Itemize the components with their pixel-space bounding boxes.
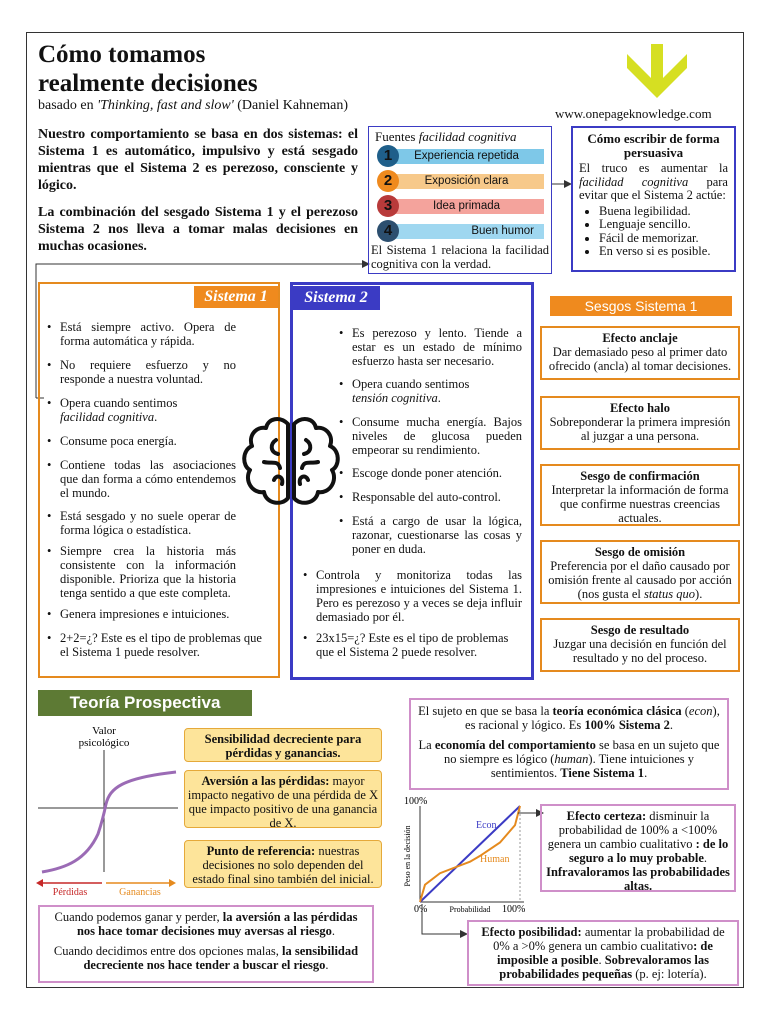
subtitle: basado en 'Thinking, fast and slow' (Daniel Kahneman) bbox=[38, 98, 349, 113]
efecto-posibilidad-box: Efecto posibilidad: aumentar la probabilidad de 0% a >0% genera un cambio cualitativo: de imposible a posible. Sobrevaloramos las probabilidades pequeñas (p. ej: lotería). bbox=[467, 920, 739, 986]
list-item: • Contiene todas las asociaciones que dan forma a cómo entendemos el mundo. bbox=[60, 458, 236, 500]
sesgo-card: Sesgo de resultado Juzgar una decisión en función del resultado y no del proceso. bbox=[540, 618, 740, 672]
sesgo-card: Sesgo de omisión Preferencia por el daño causado por omisión frente al causado por acción (nos gusta el status quo). bbox=[540, 540, 740, 604]
persuasiva-text: El truco es aumentar la facilidad cognitiva para evitar que el Sistema 2 actúe: bbox=[579, 161, 728, 202]
x-tick-min: 0% bbox=[414, 904, 428, 915]
list-item: • Está sesgado y no suele operar de forma lógica o estadística. bbox=[60, 509, 236, 537]
econ-box: El sujeto en que se basa la teoría económica clásica (econ), es racional y lógico. Es 100% Sistema 2. La economía del comportamiento se basa en un sujeto que no siempre es lógico (human). Tiene intuiciones y sentimientos. Tiene Sistema 1. bbox=[409, 698, 729, 790]
list-item: • Escoge donde poner atención. bbox=[352, 466, 522, 480]
referencia-note: Punto de referencia: nuestras decisiones no solo dependen del estado final sino también del inicial. bbox=[184, 840, 382, 888]
sistema2-label: Sistema 2 bbox=[292, 286, 380, 310]
arrow-to-persuasiva bbox=[552, 178, 572, 190]
efecto-certeza-box: Efecto certeza: disminuir la probabilidad de 100% a <100% genera un cambio cualitativo : de lo seguro a lo muy probable. Infravaloramos las probabilidades altas. bbox=[540, 804, 736, 892]
list-item: • 23x15=¿? Este es el tipo de problemas que el Sistema 2 puede resolver. bbox=[316, 631, 522, 659]
fuentes-facilidad-box bbox=[368, 126, 552, 274]
y-tick-max: 100% bbox=[404, 796, 428, 807]
fuente-item: Exposición clara 2 bbox=[377, 170, 547, 192]
x-tick-max: 100% bbox=[502, 904, 526, 915]
y-axis-label: Peso en la decisión bbox=[403, 825, 412, 887]
list-item: • Es perezoso y lento. Tiende a estar es un estado de mínimo esfuerzo hasta ser necesario. bbox=[352, 326, 522, 368]
teoria-label: Teoría Prospectiva bbox=[38, 690, 252, 716]
arrow-to-posibilidad bbox=[418, 900, 470, 940]
ganancias-label: Ganancias bbox=[119, 887, 161, 898]
k-logo-icon bbox=[622, 42, 692, 104]
fuentes-note: El Sistema 1 relaciona la facilidad cognitiva con la verdad. bbox=[371, 243, 549, 271]
sesgo-card: Efecto anclaje Dar demasiado peso al primer dato ofrecido (ancla) al tomar decisiones. bbox=[540, 326, 740, 380]
fuentes-title: Fuentes facilidad cognitiva bbox=[375, 129, 517, 144]
list-item: • Está siempre activo. Opera de forma automática y rápida. bbox=[60, 320, 236, 348]
sistema1-label: Sistema 1 bbox=[194, 286, 278, 308]
list-item: • Opera cuando sentimos tensión cognitiva. bbox=[352, 377, 522, 405]
persuasiva-item: • En verso si es posible. bbox=[599, 245, 728, 259]
persuasiva-box bbox=[571, 126, 736, 272]
persuasiva-title: Cómo escribir de forma persuasiva bbox=[587, 131, 720, 160]
list-item: • No requiere esfuerzo y no responde a nuestra voluntad. bbox=[60, 358, 236, 386]
x-axis-label: Probabilidad bbox=[449, 905, 491, 914]
list-item: • Está a cargo de usar la lógica, razonar, cuestionarse las cosas y poner en duda. bbox=[352, 514, 522, 556]
intro-text: Nuestro comportamiento se basa en dos sistemas: el Sistema 1 es automático, impulsivo y está sesgado mientras que el Sistema 2 es perezoso, consciente y lógico. La combinación del sesgado Sistema 1 y el perezoso Sistema 2 nos lleva a tomar malas decisiones en muchas ocasiones. bbox=[38, 127, 358, 254]
persuasiva-item: • Lenguaje sencillo. bbox=[599, 218, 728, 232]
list-item: • Consume poca energía. bbox=[60, 434, 236, 448]
value-ylabel-1: Valor bbox=[92, 725, 116, 737]
fuente-item: Idea primada 3 bbox=[377, 195, 547, 217]
value-ylabel-2: psicológico bbox=[78, 737, 130, 749]
sensibilidad-note: Sensibilidad decreciente para pérdidas y ganancias. bbox=[184, 728, 382, 762]
list-item: • 2+2=¿? Este es el tipo de problemas que el Sistema 1 puede resolver. bbox=[60, 631, 270, 659]
list-item: • Siempre crea la historia más consistente con la información disponible. Prioriza que la historia tenga sentido a que este completa. bbox=[60, 544, 236, 600]
fuente-item: Experiencia repetida 1 bbox=[377, 145, 547, 167]
sesgos-label: Sesgos Sistema 1 bbox=[550, 296, 732, 316]
series-label-econ: Econ bbox=[476, 820, 497, 831]
sesgo-card: Sesgo de confirmación Interpretar la información de forma que confirme nuestras creencias actuales. bbox=[540, 464, 740, 526]
list-item: • Controla y monitoriza todas las impresiones e intuiciones del Sistema 1. Pero es perezoso y a veces se deja influir demasiado por él. bbox=[316, 568, 522, 624]
series-label-human: Human bbox=[480, 854, 510, 865]
list-item: • Opera cuando sentimos facilidad cognitiva. bbox=[60, 396, 236, 424]
prospectiva-summary: Cuando podemos ganar y perder, la aversión a las pérdidas nos hace tomar decisiones muy aversas al riesgo. Cuando decidimos entre dos opciones malas, la sensibilidad decreciente nos hace tender a buscar el riesgo. bbox=[38, 905, 374, 983]
persuasiva-item: • Fácil de memorizar. bbox=[599, 232, 728, 246]
page-title: Cómo tomamos realmente decisiones bbox=[38, 41, 258, 97]
fuente-item: Buen humor 4 bbox=[377, 220, 547, 242]
aversion-note: Aversión a las pérdidas: mayor impacto negativo de una pérdida de X que impacto positivo de una ganancia de X. bbox=[184, 770, 382, 828]
list-item: • Consume mucha energía. Bajos niveles de glucosa pueden empeorar su rendimiento. bbox=[352, 415, 522, 457]
value-function-chart bbox=[36, 722, 184, 898]
brain-icon bbox=[236, 414, 346, 510]
perdidas-label: Pérdidas bbox=[52, 887, 88, 898]
website-link[interactable]: www.onepageknowledge.com bbox=[555, 106, 712, 121]
list-item: • Genera impresiones e intuiciones. bbox=[60, 607, 250, 621]
sesgo-card: Efecto halo Sobreponderar la primera impresión al juzgar a una persona. bbox=[540, 396, 740, 450]
list-item: • Responsable del auto-control. bbox=[352, 490, 522, 504]
value-curve bbox=[42, 772, 176, 872]
persuasiva-item: • Buena legibilidad. bbox=[599, 205, 728, 219]
